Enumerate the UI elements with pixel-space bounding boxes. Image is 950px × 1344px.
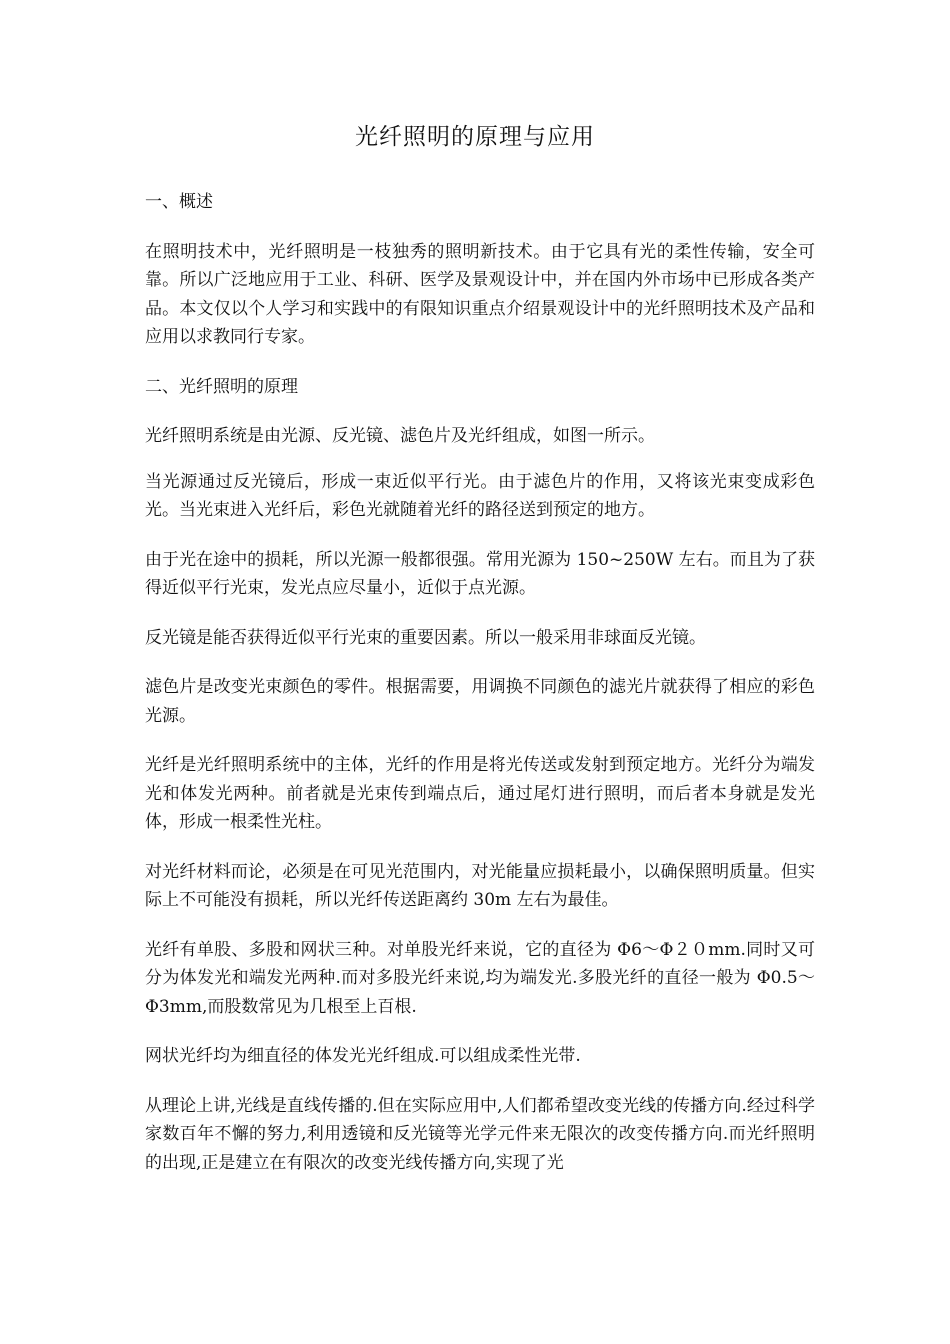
paragraph: 当光源通过反光镜后，形成一束近似平行光。由于滤色片的作用，又将该光束变成彩色光。当光束进入光纤后，彩色光就随着光纤的路径送到预定的地方。 (145, 471, 815, 520)
paragraph: 对光纤材料而论，必须是在可见光范围内，对光能量应损耗最小，以确保照明质量。但实际上不可能没有损耗，所以光纤传送距离约 30m 左右为最佳。 (145, 861, 815, 910)
paragraph: 反光镜是能否获得近似平行光束的重要因素。所以一般采用非球面反光镜。 (145, 627, 706, 648)
section-heading-overview: 一、概述 (145, 192, 213, 212)
paragraph: 由于光在途中的损耗，所以光源一般都很强。常用光源为 150~250W 左右。而且为了获得近似平行光束，发光点应尽量小，近似于点光源。 (145, 549, 815, 598)
document-body (145, 188, 815, 1198)
paragraph: 在照明技术中，光纤照明是一枝独秀的照明新技术。由于它具有光的柔性传输，安全可靠。所以广泛地应用于工业、科研、医学及景观设计中，并在国内外市场中已形成各类产品。本文仅以个人学习和实践中的有限知识重点介绍景观设计中的光纤照明技术及产品和应用以求教同行专家。 (145, 241, 815, 347)
section-heading-principle: 二、光纤照明的原理 (145, 376, 298, 397)
paragraph: 光纤有单股、多股和网状三种。对单股光纤来说，它的直径为 Φ6～Φ２０mm.同时又可分为体发光和端发光两种.而对多股光纤来说,均为端发光.多股光纤的直径一般为 Φ0.5～Φ3mm,而股数常见为几根至上百根. (145, 939, 815, 1017)
paragraph: 从理论上讲,光线是直线传播的.但在实际应用中,人们都希望改变光线的传播方向.经过科学家数百年不懈的努力,利用透镜和反光镜等光学元件来无限次的改变传播方向.而光纤照明的出现,正是建立在有限次的改变光线传播方向,实现了光 (145, 1095, 815, 1173)
paragraph: 网状光纤均为细直径的体发光光纤组成.可以组成柔性光带. (145, 1046, 581, 1066)
document-title: 光纤照明的原理与应用 (355, 124, 595, 150)
paragraph: 光纤照明系统是由光源、反光镜、滤色片及光纤组成，如图一所示。 (145, 426, 655, 446)
paragraph: 光纤是光纤照明系统中的主体，光纤的作用是将光传送或发射到预定地方。光纤分为端发光和体发光两种。前者就是光束传到端点后，通过尾灯进行照明，而后者本身就是发光体，形成一根柔性光柱。 (145, 755, 815, 832)
paragraph: 滤色片是改变光束颜色的零件。根据需要，用调换不同颜色的滤光片就获得了相应的彩色光源。 (145, 677, 815, 726)
